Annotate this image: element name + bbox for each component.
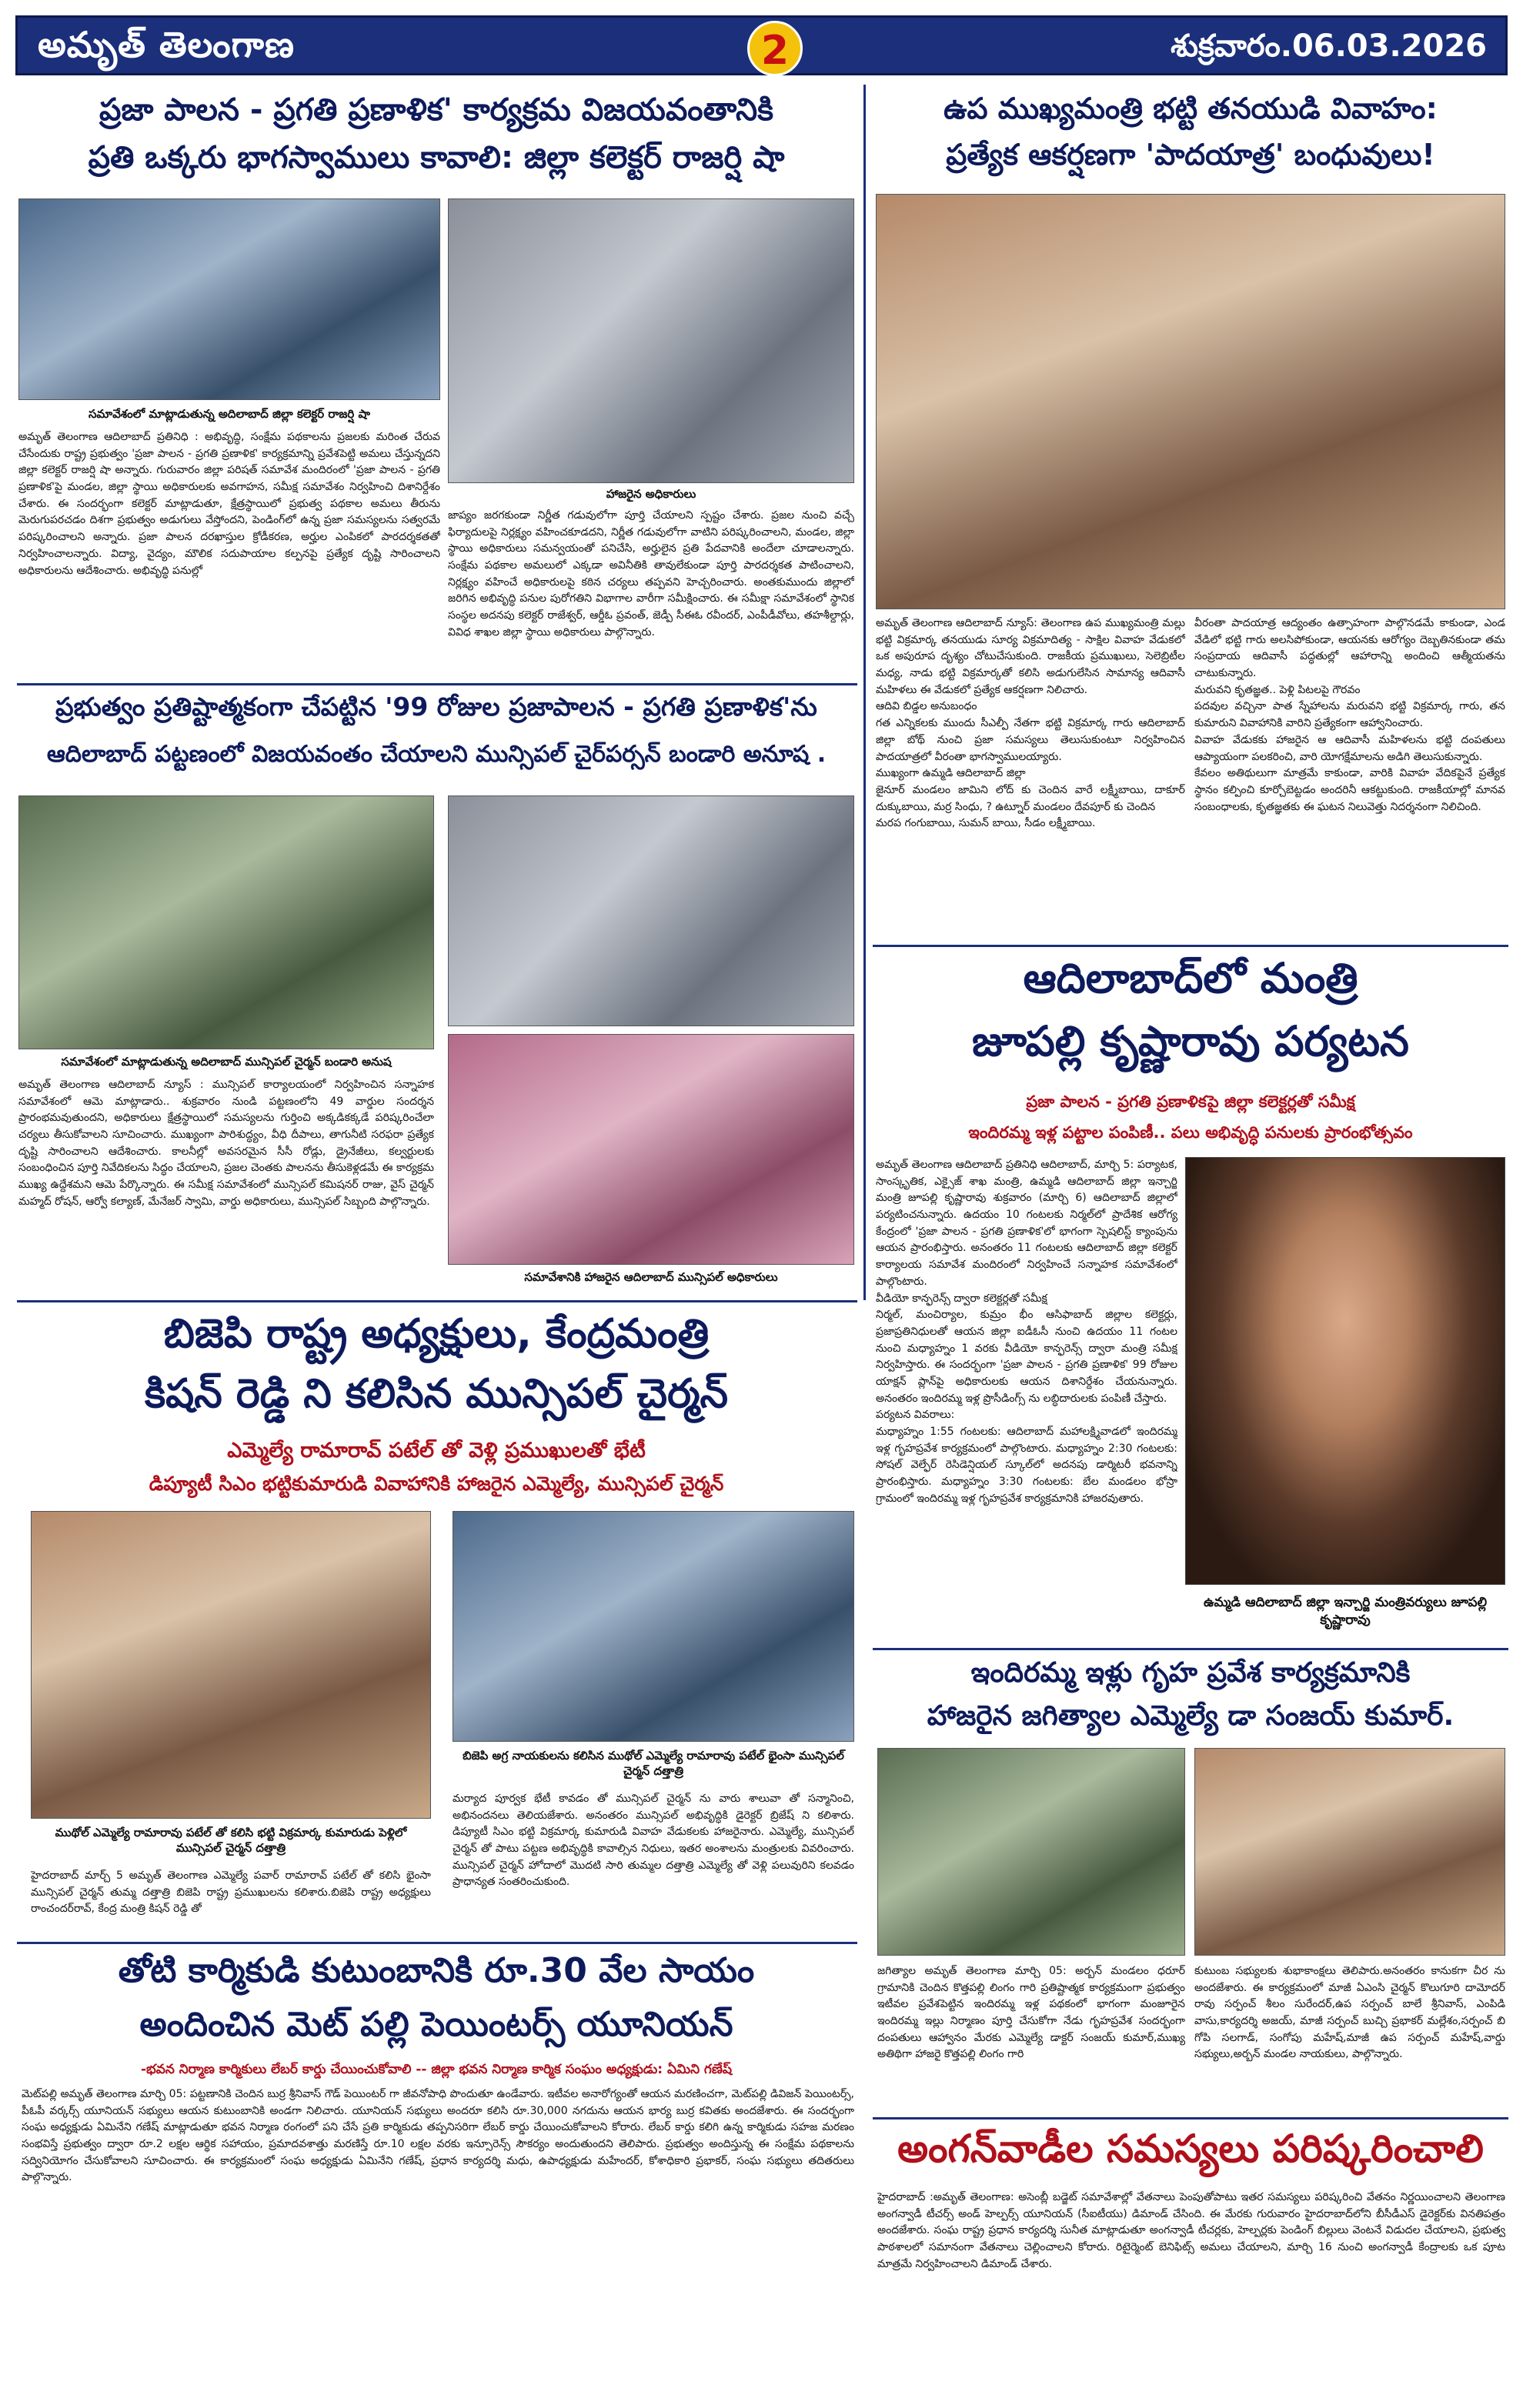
- story3-headline-line1: ప్రభుత్వం ప్రతిష్టాత్మకంగా చేపట్టిన '99 రోజుల ప్రజాపాలన - ప్రగతి ప్రణాళిక'ను: [55, 692, 817, 722]
- story5-body-col2: మర్యాద పూర్వక భేటీ కావడం తో మున్సిపల్ చైర్మన్ ను వారు శాలువా తో సన్మానించి, అభినందనలు తెలియజేశారు. అనంతరం మున్సిపల్ అభివృద్ధికి డైరెక్టర్ బ్రిజేష్ ని కలిశారు. డిప్యూటీ సిఎం భట్టి విక్రమార్క కుమారుడి వివాహ వేడుకలకు హాజరైనారు. ఎమ్మెల్యే, మున్సిపల్ చైర్మన్ తో పాటు పట్టణ అభివృద్ధికి కావాల్సిన నిధులు, ఇతర అంశాలను మంత్రులకు వివరించారు. మున్సిపల్ చైర్మన్ హోదాలో మొదటి సారి తుమ్మల దత్తాత్రి ఎమ్మెల్యే తో వెళ్లి పలువురిని కలవడం ప్రాధాన్యత సంతరించుకుంది.: [453, 1793, 854, 1889]
- story2-photo-wedding-group: [876, 194, 1505, 609]
- divider-rule: [873, 945, 1508, 947]
- divider-rule: [17, 1300, 857, 1302]
- story4-subhead-1: ప్రజా పాలన - ప్రగతి ప్రణాళికపై జిల్లా కలెక్టర్లతో సమీక్ష: [1026, 1092, 1355, 1111]
- story6-photo-ribbon: [877, 1748, 1185, 1956]
- story3-caption-1: సమావేశంలో మాట్లాడుతున్న అదిలాబాద్ మున్సిపల్ చైర్మన్ బండారి అనుష: [61, 1055, 392, 1069]
- story4-headline-line2: జూపల్లి కృష్ణారావు పర్యటన: [972, 1017, 1409, 1066]
- story1-headline-line2: ప్రతి ఒక్కరు భాగస్వాములు కావాలి: జిల్లా కలెక్టర్ రాజర్షి షా: [88, 140, 785, 175]
- story6-headline-line1: ఇందిరమ్మ ఇళ్లు గృహ ప్రవేశ కార్యక్రమానికి: [970, 1657, 1411, 1689]
- story7-headline-line2: అందించిన మెట్ పల్లి పెయింటర్స్ యూనియన్: [139, 2005, 733, 2044]
- story1-photo-collector: [18, 198, 440, 400]
- story5-headline-line1: బిజెపి రాష్ట్ర అధ్యక్షులు, కేంద్రమంత్రి: [163, 1311, 710, 1357]
- masthead: [15, 15, 1508, 75]
- story4-photo-minister: [1185, 1157, 1505, 1585]
- story2-headline-line2: ప్రత్యేక ఆకర్షణగా 'పాదయాత్ర' బంధువులు!: [946, 138, 1435, 172]
- story5-caption-2: బిజెపి అగ్ర నాయకులను కలిసిన ముథోల్ ఎమ్మెల్యే రామారావు పటేల్ భైంసా మున్సిపల్ చైర్మన్ దత్తాత్రి: [463, 1749, 844, 1779]
- story3-photo-meeting: [448, 795, 854, 1026]
- story2-headline-line1: ఉప ముఖ్యమంత్రి భట్టి తనయుడి వివాహం:: [944, 92, 1438, 125]
- column-divider: [863, 85, 866, 1300]
- issue-date: శుక్రవారం.06.03.2026: [1171, 28, 1487, 64]
- masthead-title: అమృత్ తెలంగాణ: [38, 24, 295, 65]
- story7-body: మెట్‌పల్లి అమృత్ తెలంగాణ మార్చి 05: పట్టణానికి చెందిన బుర్ర శ్రీనివాస్ గౌడ్ పెయింటర్ గా జీవనోపాధి పొందుతూ ఉండేవారు. ఇటీవల అనారోగ్యంతో ఆయన మరణించగా, మెట్‌పల్లి డివిజన్ పెయింటర్స్, పీఓపీ వర్కర్స్ యూనియన్ సభ్యులు ఆయన కుటుంబానికి అండగా నిలిచారు. యూనియన్ సభ్యులు అందరూ కలిసి రూ.30,000 నగదును ఆయన భార్య బుర్ర కవితకు అందజేశారు. ఈ సందర్భంగా సంఘ అధ్యక్షుడు ఏమినేని గణేష్ మాట్లాడుతూ భవన నిర్మాణ రంగంలో పని చేసే ప్రతి కార్మికుడు తప్పనిసరిగా లేబర్ కార్డు చేయించుకోవాలని కోరారు. లేబర్ కార్డు కలిగి ఉన్న కార్మికుడు సహజ మరణం సంభవిస్తే ప్రభుత్వం ద్వారా రూ.2 లక్షల ఆర్థిక సహాయం, ప్రమాదవశాత్తు మరణిస్తే రూ.10 లక్షల వరకు ఇన్సూరెన్స్ సౌకర్యం అందుతుందని తెలిపారు. ప్రభుత్వం అందిస్తున్న ఈ సంక్షేమ పథకాలను సద్వినియోగం చేసుకోవాలని సూచించారు. ఈ కార్యక్రమంలో సంఘ అధ్యక్షుడు ఏమినేని గణేష్, ప్రధాన కార్యదర్శి మధు, ఉపాధ్యక్షుడు మహేందర్, కోశాధికారి ప్రభాకర్, సంఘ సభ్యులు తదితరులు పాల్గొన్నారు.: [22, 2088, 854, 2184]
- story4-headline-line1: ఆదిలాబాద్‌లో మంత్రి: [1023, 954, 1358, 1002]
- story1-body-col1: అమృత్ తెలంగాణ ఆదిలాబాద్ ప్రతినిధి : అభివృద్ధి, సంక్షేమ పథకాలను ప్రజలకు మరింత చేరువ చేసేందుకు రాష్ట్ర ప్రభుత్వం 'ప్రజా పాలన - ప్రగతి ప్రణాళిక' కార్యక్రమాన్ని ప్రవేశపెట్టి అమలు చేస్తున్నదని జిల్లా కలెక్టర్ రాజర్షి షా అన్నారు. గురువారం జిల్లా పరిషత్ సమావేశ మందిరంలో 'ప్రజా పాలన - ప్రగతి ప్రణాళిక'పై మండల, జిల్లా స్థాయి అధికారులకు అవగాహన, సమీక్ష సమావేశం నిర్వహించి దిశానిర్దేశం చేశారు. ఈ సందర్భంగా కలెక్టర్ మాట్లాడుతూ, క్షేత్రస్థాయిలో ప్రభుత్వ పథకాల అమలు తీరును మెరుగుపరచడం దిశగా ప్రభుత్వం అడుగులు వేస్తోందని, పెండింగ్‌లో ఉన్న ప్రజా సమస్యలను సత్వరమే పరిష్కరించాలని అన్నారు. ప్రజా పాలన దరఖాస్తుల క్రోడీకరణ, అర్హుల ఎంపికలో పారదర్శకతతో నిర్వహించాలన్నారు. విద్యా, వైద్యం, మౌలిక సదుపాయాల కల్పనపై ప్రత్యేక దృష్టి సారించాలని అధికారులను ఆదేశించారు. అభివృద్ధి పనుల్లో: [18, 431, 440, 577]
- story5-subhead-1: ఎమ్మెల్యే రామారావ్ పటేల్ తో వెళ్లి ప్రముఖులతో భేటీ: [227, 1439, 646, 1462]
- story1-body-col2: జాప్యం జరగకుండా నిర్ణీత గడువులోగా పూర్తి చేయాలని స్పష్టం చేశారు. ప్రజల నుంచి వచ్చే ఫిర్యాదులపై నిర్లక్ష్యం వహించకూడదని, నిర్ణీత గడువులోగా వాటిని పరిష్కరించాలని, మండల, జిల్లా స్థాయి అధికారులు సమన్వయంతో పనిచేసి, అర్హులైన ప్రతి పేదవానికి అందేలా చూడాలన్నారు. సంక్షేమ పథకాల అమలులో ఎక్కడా అవినీతికి తావులేకుండా పూర్తి పారదర్శకత పాటించాలని, నిర్లక్ష్యం వహించే అధికారులపై కఠిన చర్యలు తప్పవని హెచ్చరించారు. అంతకుముందు జిల్లాలో జరిగిన అభివృద్ధి పనుల పురోగతిని విభాగాల వారీగా సమీక్షించారు. ఈ సమీక్షా సమావేశంలో స్థానిక సంస్థల అదనపు కలెక్టర్ రాజేశ్వర్, ఆర్డీఓ ప్రవంత్, జెడ్పీ సీఈఓ రవీందర్, ఎంపీడీవోలు, తహశీల్దార్లు, వివిధ శాఖల జిల్లా స్థాయి అధికారులు పాల్గొన్నారు.: [448, 509, 854, 639]
- story8-body: హైదరాబాద్ :అమృత్ తెలంగాణ: అసెంబ్లీ బడ్జెట్ సమావేశాల్లో వేతనాలు పెంపుతోపాటు ఇతర సమస్యలు పరిష్కరించి వేతనం నిర్ణయించాలని తెలంగాణ అంగన్వాడీ టీచర్స్ అండ్ హెల్పర్స్ యూనియన్ (సీఐటీయు) డిమాండ్ చేసింది. ఈ మేరకు గురువారం హైదరాబాద్‌లోని బీసీడీఎస్ డైరెక్టర్‌కు వినతిపత్రం అందజేశారు. సంఘ రాష్ట్ర ప్రధాన కార్యదర్శి సునీత మాట్లాడుతూ అంగన్వాడీ టీచర్లకు, హెల్పర్లకు పెండింగ్ బిల్లులు వెంటనే విడుదల చేయాలని, ప్రభుత్వ పాఠశాలలో సమానంగా వేతనాలు చెల్లించాలని కోరారు. రిటైర్మెంట్ బెనిఫిట్స్ అమలు చేయాలని, మార్చి 16 నుంచి అంగన్వాడీ కేంద్రాలకు ఒక పూట మాత్రమే నిర్వహించాలని డిమాండ్ చేశారు.: [877, 2191, 1505, 2270]
- story7-headline-line1: తోటి కార్మికుడి కుటుంబానికి రూ.30 వేల సాయం: [118, 1951, 755, 1990]
- story5-body-col1: హైదరాబాద్ మార్చ్ 5 అమృత్ తెలంగాణ ఎమ్మెల్యే పవార్ రామారావ్ పటేల్ తో కలిసి భైంసా మున్సిపల్ చైర్మన్ తుమ్మ దత్తాత్రి బిజెపి రాష్ట్ర ప్రముఖులను కలిశారు.బిజెపి రాష్ట్ర అధ్యక్షులు రాంచందర్‌రావ్, కేంద్ర మంత్రి కిషన్ రెడ్డి తో: [31, 1869, 431, 1916]
- story3-caption-2: సమావేశానికి హాజరైన ఆదిలాబాద్ మున్సిపల్ అధికారులు: [524, 1270, 778, 1284]
- story1-caption-1: సమావేశంలో మాట్లాడుతున్న అదిలాబాద్ జిల్లా కలెక్టర్ రాజర్షి షా: [89, 407, 370, 421]
- story6-body-col1: జగిత్యాల అమృత్ తెలంగాణ మార్చి 05: అర్బన్ మండలం ధరూర్ గ్రామానికి చెందిన కొత్తపల్లి లింగం గారి ప్రతిష్టాత్మక కార్యక్రమంగా ప్రభుత్వం ఇటీవల ప్రవేశపెట్టిన ఇందిరమ్మ ఇళ్ల పథకంలో భాగంగా మంజూరైన ఇందిరమ్మ ఇల్లు నిర్మాణం పూర్తి చేసుకోగా నేడు గృహప్రవేశ సందర్భంగా దంపతులు ఆహ్వానం మేరకు ఎమ్మెల్యే డాక్టర్ సంజయ్ కుమార్,ముఖ్య అతిథిగా హాజరై కొత్తపల్లి లింగం గారి: [877, 1965, 1185, 2061]
- story1-photo-officials: [448, 198, 854, 483]
- divider-rule: [873, 2117, 1508, 2120]
- story5-photo-leaders: [453, 1511, 854, 1742]
- story4-caption: ఉమ్మడి ఆదిలాబాద్ జిల్లా ఇన్చార్జి మంత్రివర్యులు జూపల్లి కృష్ణారావు: [1203, 1595, 1488, 1628]
- story5-headline-line2: కిషన్ రెడ్డి ని కలిసిన మున్సిపల్ చైర్మన్: [145, 1371, 728, 1417]
- story7-subhead: -భవన నిర్మాణ కార్మికులు లేబర్ కార్డు చేయించుకోవాలి -- జిల్లా భవన నిర్మాణ కార్మిక సంఘం అధ్యక్షుడు: ఏమిని గణేష్: [140, 2062, 733, 2077]
- story3-photo-chairperson: [18, 795, 434, 1049]
- divider-rule: [873, 1648, 1508, 1650]
- story1-caption-2: హాజరైన అధికారులు: [606, 487, 696, 501]
- story4-subhead-2: ఇందిరమ్మ ఇళ్ల పట్టాల పంపిణీ.. పలు అభివృద్ధి పనులకు ప్రారంభోత్సవం: [968, 1123, 1413, 1142]
- story6-headline-line2: హాజరైన జగిత్యాల ఎమ్మెల్యే డా సంజయ్ కుమార్.: [927, 1700, 1455, 1732]
- story3-body: అమృత్ తెలంగాణ ఆదిలాబాద్ న్యూస్ : మున్సిపల్ కార్యాలయంలో నిర్వహించిన సన్నాహక సమావేశంలో ఆమె మాట్లాడారు.. శుక్రవారం నుండి పట్టణంలోని 49 వార్డుల సందర్శన ప్రారంభమవుతుందని, అధికారులు క్షేత్రస్థాయిలో సమస్యలను గుర్తించి అక్కడికక్కడే పరిష్కరించేలా చర్యలు తీసుకోవాలని సూచించారు. ముఖ్యంగా పారిశుద్ధ్యం, వీధి దీపాలు, తాగునీటి సరఫరా ప్రత్యేక దృష్టి సారించాలని ఆదేశించారు. కాలనీల్లో అవసరమైన సీసీ రోడ్లు, డ్రైనేజీలు, కల్వర్టులకు సంబంధించిన పూర్తి నివేదికలను సిద్ధం చేయాలని, ప్రజల చెంతకు పాలనను తీసుకెళ్లడమే ఈ కార్యక్రమ ముఖ్య ఉద్దేశమని ఆమె పేర్కొన్నారు. ఈ సమీక్ష సమావేశంలో మున్సిపల్ కమిషనర్ రాజు, వైస్ చైర్మన్ మహ్మద్ రోషన్, ఆర్వో కల్యాణ్, మేనేజర్ స్వామి, వార్డు అధికారులు, మున్సిపల్ సిబ్బంది పాల్గొన్నారు.: [18, 1079, 434, 1208]
- divider-rule: [17, 683, 857, 685]
- story5-subhead-2: డిప్యూటీ సిఎం భట్టికుమారుడి వివాహానికి హాజరైన ఎమ్మెల్యే, మున్సిపల్ చైర్మన్: [149, 1472, 724, 1495]
- story3-photo-officials: [448, 1034, 854, 1265]
- story5-caption-1: ముథోల్ ఎమ్మెల్యే రామారావు పటేల్ తో కలిసి భట్టి విక్రమార్క కుమారుడు పెళ్లిలో మున్సిపల్ చైర్మన్ దత్తాత్రి: [55, 1826, 407, 1856]
- page-number-badge: 2: [747, 21, 803, 76]
- story2-body-col2: వీరంతా పాదయాత్ర ఆద్యంతం ఉత్సాహంగా పాల్గొనడమే కాకుండా, ఎండ వేడిలో భట్టి గారు అలసిపోకుండా, ఆయనకు ఆరోగ్యం దెబ్బతినకుండా తమ సంప్రదాయ ఆదివాసీ పద్ధతుల్లో ఆహారాన్ని అందించి ఆత్మీయతను చాటుకున్నారు. మరువని కృతజ్ఞత.. పెళ్లి పిటలపై గౌరవం పదవుల వచ్చినా పాత స్నేహాలను మరువని భట్టి విక్రమార్క గారు, తన కుమారుని వివాహానికి వారిని ప్రత్యేకంగా ఆహ్వానించారు. వివాహ వేడుకకు హాజరైన ఆ ఆదివాసీ మహిళలను భట్టి దంపతులు ఆప్యాయంగా పలకరించి, వారి యోగక్షేమాలను అడిగి తెలుసుకున్నారు. కేవలం అతిథులుగా మాత్రమే కాకుండా, వారికి వివాహ వేదికపైనే ప్రత్యేక స్థానం కల్పించి కూర్చోబెట్టడం అందరినీ ఆకట్టుకుంది. రాజకీయాల్లో మానవ సంబంధాలకు, కృతజ్ఞతకు ఈ ఘటన నిలువెత్తు నిదర్శనంగా నిలిచింది.: [1194, 617, 1505, 813]
- story2-body-col1: అమృత్ తెలంగాణ ఆదిలాబాద్ న్యూస్: తెలంగాణ ఉప ముఖ్యమంత్రి మల్లు భట్టి విక్రమార్క తనయుడు సూర్య విక్రమాదిత్య - సాక్షిల వివాహ వేడుకలో ఒక అపురూప దృశ్యం చోటుచేసుకుంది. రాజకీయ ప్రముఖులు, సెలెబ్రిటీల మధ్య, నాడు భట్టి విక్రమార్కతో కలిసి అడుగులేసిన సామాన్య ఆదివాసీ మహిళలు ఈ వేడుకలో ప్రత్యేక ఆకర్షణగా నిలిచారు. ఆదివి బిడ్డల అనుబంధం గత ఎన్నికలకు ముందు సీఎల్పీ నేతగా భట్టి విక్రమార్క గారు ఆదిలాబాద్ జిల్లా బోథ్ నుంచి ప్రజా సమస్యలు తెలుసుకుంటూ నిర్వహించిన పాదయాత్రలో వీరంతా భాగస్వాములయ్యారు. ముఖ్యంగా ఉమ్మడి ఆదిలాబాద్ జిల్లా జైనూర్ మండలం జామిని లోద్ కు చెందిన వారే లక్ష్మీబాయి, దాకూర్ దుక్కుబాయి, మర్ర సింధు, ? ఉట్నూర్ మండలం దేవపూర్ కు చెందిన మరప గంగుబాయి, సుమన్ బాయి, సీడం లక్ష్మీబాయి.: [876, 617, 1185, 830]
- story4-body: అమృత్ తెలంగాణ ఆదిలాబాద్ ప్రతినిధి ఆదిలాబాద్, మార్చి 5: పర్యాటక, సాంస్కృతిక, ఎక్సైజ్ శాఖ మంత్రి, ఉమ్మడి ఆదిలాబాద్ జిల్లా ఇన్చార్జి మంత్రి జూపల్లి కృష్ణారావు శుక్రవారం (మార్చి 6) ఆదిలాబాద్ జిల్లాలో పర్యటించనున్నారు. ఉదయం 10 గంటలకు నిర్మల్‌లో ప్రాదేశిక ఆరోగ్య కేంద్రంలో 'ప్రజా పాలన - ప్రగతి ప్రణాళిక'లో భాగంగా స్పెషలిస్ట్ క్యాంపును ఆయన ప్రారంభిస్తారు. అనంతరం 11 గంటలకు ఆదిలాబాద్ జిల్లా కలెక్టర్ కార్యాలయ సమావేశ మందిరంలో నిర్వహించే సన్నాహక సమావేశంలో పాల్గొంటారు. వీడియో కాన్ఫరెన్స్ ద్వారా కలెక్టర్లతో సమీక్ష నిర్మల్, మంచిర్యాల, కుమ్రం భీం ఆసిఫాబాద్ జిల్లాల కలెక్టర్లు, ప్రజాప్రతినిధులతో ఆయన జిల్లా ఐడీఓసీ నుంచి ఉదయం 11 గంటల నుంచి మధ్యాహ్నం 1 వరకు వీడియో కాన్ఫరెన్స్ ద్వారా మంత్రి సమీక్ష నిర్వహిస్తారు. ఈ సందర్భంగా 'ప్రజా పాలన - ప్రగతి ప్రణాళిక' 99 రోజుల యాక్షన్ ప్లాన్‌పై అధికారులకు ఆయన దిశానిర్దేశం చేయనున్నారు. అనంతరం ఇందిరమ్మ ఇళ్ల ప్రొసీడింగ్స్ ను లబ్ధిదారులకు పంపిణీ చేస్తారు. పర్యటన వివరాలు: మధ్యాహ్నం 1:55 గంటలకు: ఆదిలాబాద్ మహాలక్ష్మివాడలో ఇందిరమ్మ ఇళ్ల గృహప్రవేశ కార్యక్రమంలో పాల్గొంటారు. మధ్యాహ్నం 2:30 గంటలకు: సోషల్ వెల్ఫేర్ రెసిడెన్షియల్ స్కూల్‌లో అదనపు డార్మిటరీ భవనాన్ని ప్రారంభిస్తారు. మధ్యాహ్నం 3:30 గంటలకు: బేల మండలం భోస్రా గ్రామంలో ఇందిరమ్మ ఇళ్ల గృహప్రవేశ కార్యక్రమానికి హాజరవుతారు.: [876, 1159, 1177, 1505]
- story5-photo-wedding: [31, 1511, 431, 1819]
- story1-headline-line1: ప్రజా పాలన - ప్రగతి ప్రణాళిక' కార్యక్రమ విజయవంతానికి: [99, 92, 773, 128]
- story6-photo-group: [1194, 1748, 1505, 1956]
- divider-rule: [17, 1942, 857, 1944]
- story8-headline: అంగన్‌వాడీల సమస్యలు పరిష్కరించాలి: [897, 2126, 1484, 2171]
- story3-headline-line2: ఆదిలాబాద్ పట్టణంలో విజయవంతం చేయాలని మున్సిపల్ చైర్‌పర్సన్ బండారి అనూష .: [46, 741, 827, 768]
- story6-body-col2: కుటుంబ సభ్యులకు శుభాకాంక్షలు తెలిపారు.అనంతరం కానుకగా చీర ను అందజేశారు. ఈ కార్యక్రమంలో మాజీ ఏఎంసి చైర్మన్ కొలుగూరి దామోదర్ రావు సర్పంచ్ శీలం సురేందర్,ఉప సర్పంచ్ బాలే శ్రీనివాస్, ఎంపిడి వాసు,కార్యదర్శి అజయ్, మాజీ సర్పంచ్ బుచ్చి ప్రభాకర్ మల్లేశం,సర్పంచ్ బి గోపి సలగాడ్, సంగోపు మహేష్,మాజీ ఉప సర్పంచ్ మహేష్,వార్డు సభ్యులు,అర్బన్ మండల నాయకులు, పాల్గొన్నారు.: [1194, 1965, 1505, 2061]
